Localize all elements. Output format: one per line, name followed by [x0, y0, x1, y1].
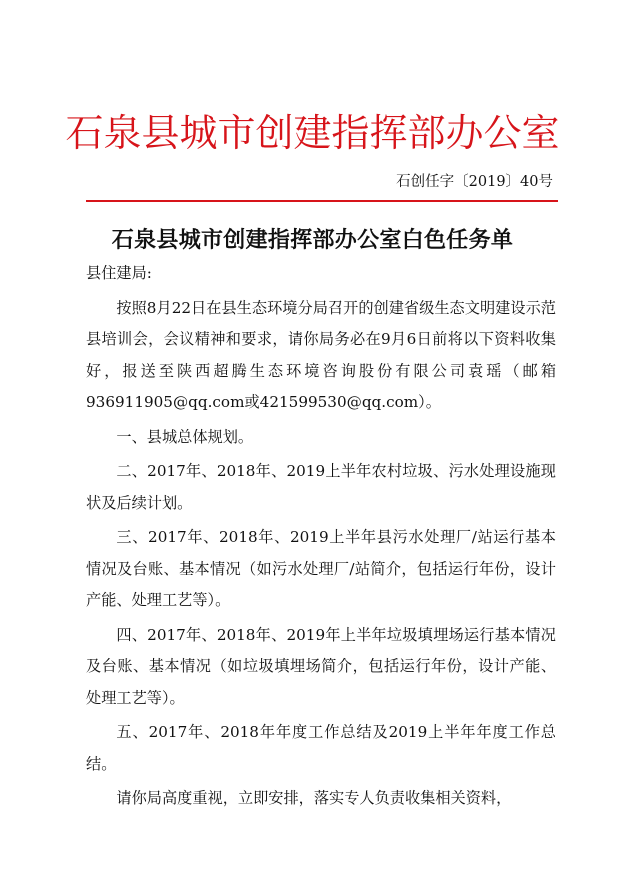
paragraph-item-5: 五、2017年、2018年年度工作总结及2019上半年年度工作总结。 [86, 723, 556, 773]
document-number: 石创任字〔2019〕40号 [396, 174, 553, 190]
red-divider-line [86, 200, 558, 202]
org-header-title: 石泉县城市创建指挥部办公室 [65, 111, 560, 155]
document-body [86, 258, 556, 818]
addressee: 县住建局: [86, 264, 152, 282]
paragraph-closing: 请你局高度重视，立即安排，落实专人负责收集相关资料， [116, 789, 512, 807]
document-title: 石泉县城市创建指挥部办公室白色任务单 [111, 227, 514, 253]
paragraph-item-1: 一、县城总体规划。 [116, 427, 254, 446]
paragraph-intro: 按照8月22日在县生态环境分局召开的创建省级生态文明建设示范县培训会，会议精神和要求，请你局务必在9月6日前将以下资料收集好，报送至陕西超腾生态环境咨询股份有限公司袁瑶（邮箱936911905@qq.com或421599530@qq.com）。 [86, 298, 556, 411]
paragraph-item-2: 二、2017年、2018年、2019上半年农村垃圾、污水处理设施现状及后续计划。 [86, 462, 556, 512]
paragraph-item-4: 四、2017年、2018年、2019年上半年垃圾填埋场运行基本情况及台账、基本情况（如垃圾填埋场简介，包括运行年份，设计产能、处理工艺等）。 [86, 625, 556, 707]
paragraph-item-3: 三、2017年、2018年、2019上半年县污水处理厂/站运行基本情况及台账、基本情况（如污水处理厂/站简介，包括运行年份，设计产能、处理工艺等）。 [86, 528, 556, 609]
